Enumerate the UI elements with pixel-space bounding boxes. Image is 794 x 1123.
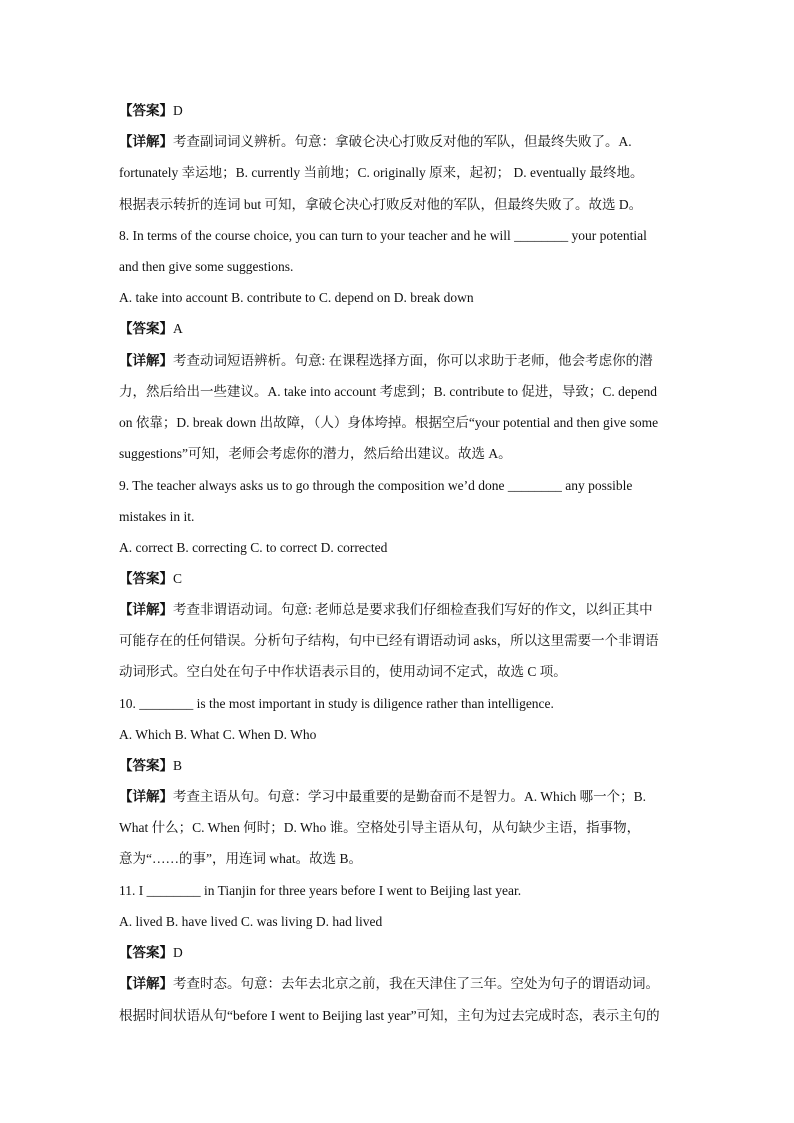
explanation-tag: 【详解】 <box>119 789 173 804</box>
explanation-tag: 【详解】 <box>119 976 173 991</box>
answer-line <box>119 319 679 339</box>
text-line: 根据时间状语从句“before I went to Beijing last year”可知，主句为过去完成时态，表示主句的 <box>119 1008 660 1023</box>
text-line: 可能存在的任何错误。分析句子结构，句中已经有谓语动词 asks，所以这里需要一个非谓语 <box>119 633 659 648</box>
answer-text: B <box>173 758 183 773</box>
answer-line <box>119 756 679 776</box>
question-10-line: 10. ________ is the most important in study is diligence rather than intelligence. <box>119 696 554 711</box>
answer-text: D <box>173 103 183 118</box>
text-line: 根据表示转折的连词 but 可知，拿破仑决心打败反对他的军队，但最终失败了。故选 D。 <box>119 197 643 212</box>
answer-tag: 【答案】 <box>119 321 173 336</box>
answer-line <box>119 569 679 589</box>
explanation-line <box>119 974 679 994</box>
explanation-tag: 【详解】 <box>119 134 173 149</box>
question-9-line: 9. The teacher always asks us to go through the composition we’d done ________ any possible <box>119 478 633 493</box>
text-line: and then give some suggestions. <box>119 259 294 274</box>
answer-text: A <box>173 321 183 336</box>
explanation-text: 考查时态。句意：去年去北京之前，我在天津住了三年。空处为句子的谓语动词。 <box>173 976 659 991</box>
question-8-options: A. take into account B. contribute to C. depend on D. break down <box>119 290 474 305</box>
answer-tag: 【答案】 <box>119 571 173 586</box>
explanation-text: 考查副词词义辨析。句意：拿破仑决心打败反对他的军队，但最终失败了。A. <box>173 134 632 149</box>
answer-line <box>119 943 679 963</box>
text-line: What 什么；C. When 何时；D. Who 谁。空格处引导主语从句，从句缺少主语，指事物， <box>119 820 641 835</box>
answer-line <box>119 101 679 121</box>
answer-text: D <box>173 945 183 960</box>
answer-text: C <box>173 571 183 586</box>
explanation-text: 考查非谓语动词。句意: 老师总是要求我们仔细检查我们写好的作文，以纠正其中 <box>173 602 653 617</box>
text-line: mistakes in it. <box>119 509 195 524</box>
answer-tag: 【答案】 <box>119 103 173 118</box>
answer-tag: 【答案】 <box>119 945 173 960</box>
question-10-options: A. Which B. What C. When D. Who <box>119 727 317 742</box>
text-line: 动词形式。空白处在句子中作状语表示目的，使用动词不定式，故选 C 项。 <box>119 664 567 679</box>
explanation-tag: 【详解】 <box>119 602 173 617</box>
explanation-line <box>119 132 679 152</box>
text-line: 力，然后给出一些建议。A. take into account 考虑到；B. contribute to 促进，导致；C. depend <box>119 384 658 399</box>
text-line: on 依靠；D. break down 出故障，（人）身体垮掉。根据空后“your potential and then give some <box>119 415 659 430</box>
question-8-line: 8. In terms of the course choice, you can turn to your teacher and he will ________ your potential <box>119 228 647 243</box>
question-9-options: A. correct B. correcting C. to correct D. corrected <box>119 540 388 555</box>
question-11-options: A. lived B. have lived C. was living D. had lived <box>119 914 383 929</box>
text-line: suggestions”可知，老师会考虑你的潜力，然后给出建议。故选 A。 <box>119 446 512 461</box>
answer-tag: 【答案】 <box>119 758 173 773</box>
explanation-line <box>119 600 679 620</box>
explanation-tag: 【详解】 <box>119 353 173 368</box>
question-11-line: 11. I ________ in Tianjin for three years before I went to Beijing last year. <box>119 883 522 898</box>
text-line: fortunately 幸运地；B. currently 当前地；C. originally 原来，起初； D. eventually 最终地。 <box>119 165 644 180</box>
explanation-text: 考查动词短语辨析。句意: 在课程选择方面，你可以求助于老师，他会考虑你的潜 <box>173 353 653 368</box>
text-line: 意为“……的事”，用连词 what。故选 B。 <box>119 851 362 866</box>
explanation-line <box>119 351 679 371</box>
explanation-line <box>119 787 679 807</box>
explanation-text: 考查主语从句。句意：学习中最重要的是勤奋而不是智力。A. Which 哪一个；B. <box>173 789 646 804</box>
